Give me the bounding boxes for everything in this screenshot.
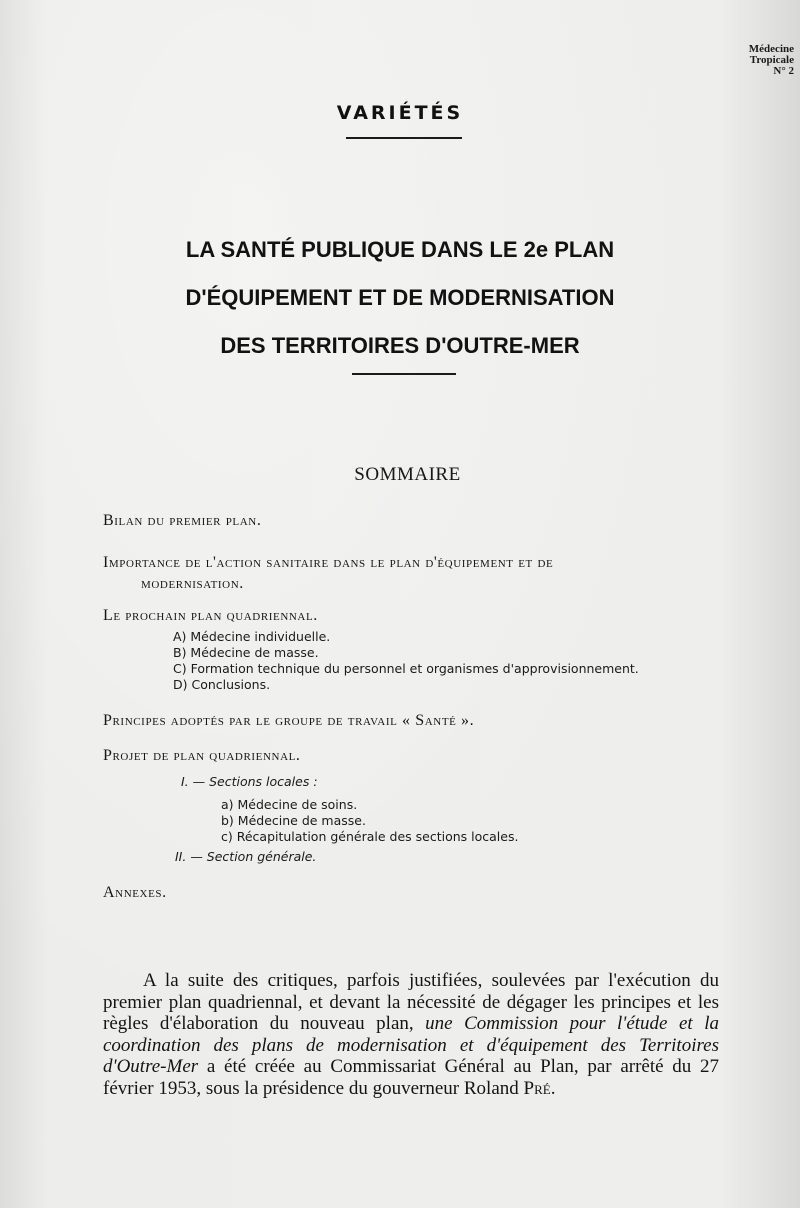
article-title <box>0 226 800 370</box>
title-divider <box>352 373 456 375</box>
toc-sub-b: B) Médecine de masse. <box>173 645 319 660</box>
toc-item-bilan: Bilan du premier plan. <box>103 512 262 529</box>
toc-item-prochain-plan: Le prochain plan quadriennal. <box>103 607 318 624</box>
toc-item-importance-line2: modernisation. <box>141 575 244 592</box>
toc-item-principes: Principes adoptés par le groupe de travail « Santé ». <box>103 712 475 729</box>
title-line-2: D'ÉQUIPEMENT ET DE MODERNISATION <box>185 285 615 310</box>
toc-sub-a: A) Médecine individuelle. <box>173 629 331 644</box>
intro-commission-italic: une Commission pour l'étude et la coordination des plans de modernisation et d'équipement des Territoires d'Outre-Mer <box>103 1013 719 1077</box>
toc-sub-soins: a) Médecine de soins. <box>221 797 358 812</box>
toc-item-importance <box>103 552 723 594</box>
journal-ref-line2: Tropicale <box>749 54 794 66</box>
toc-item-importance-line1: Importance de l'action sanitaire dans le plan d'équipement et de <box>103 554 554 571</box>
title-line-1: LA SANTÉ PUBLIQUE DANS LE 2e PLAN <box>185 237 615 262</box>
toc-item-projet: Projet de plan quadriennal. <box>103 747 301 764</box>
intro-part-3: a été créée au Commissariat Général au Plan, par arrêté du 27 février 1953, sous la présidence du gouverneur Roland <box>103 1056 719 1099</box>
journal-reference <box>749 44 794 77</box>
toc-sub-c: C) Formation technique du personnel et organismes d'approvisionnement. <box>173 661 639 676</box>
heading-divider <box>346 137 462 139</box>
section-heading: VARIÉTÉS <box>336 102 464 124</box>
toc-sub-recap: c) Récapitulation générale des sections locales. <box>221 829 519 844</box>
toc-section-locales: I. — Sections locales : <box>181 774 318 789</box>
journal-ref-line1: Médecine <box>748 43 794 55</box>
journal-ref-line3: N° 2 <box>773 65 794 77</box>
intro-name-pre: Pré. <box>523 1077 556 1099</box>
toc-sub-d: D) Conclusions. <box>173 677 271 692</box>
intro-paragraph <box>103 970 719 1099</box>
toc-section-generale: II. — Section générale. <box>175 849 317 864</box>
sommaire-heading: SOMMAIRE <box>354 464 461 485</box>
title-line-3: DES TERRITOIRES D'OUTRE-MER <box>220 333 580 358</box>
intro-part-1: A la suite des critiques, parfois justifiées, soulevées par l'exécution du premier plan quadriennal, et devant la nécessité de dégager les principes et les règles d'élaboration du nouveau plan, <box>103 970 719 1034</box>
toc-sub-masse: b) Médecine de masse. <box>221 813 366 828</box>
toc-item-annexes: Annexes. <box>103 884 167 901</box>
